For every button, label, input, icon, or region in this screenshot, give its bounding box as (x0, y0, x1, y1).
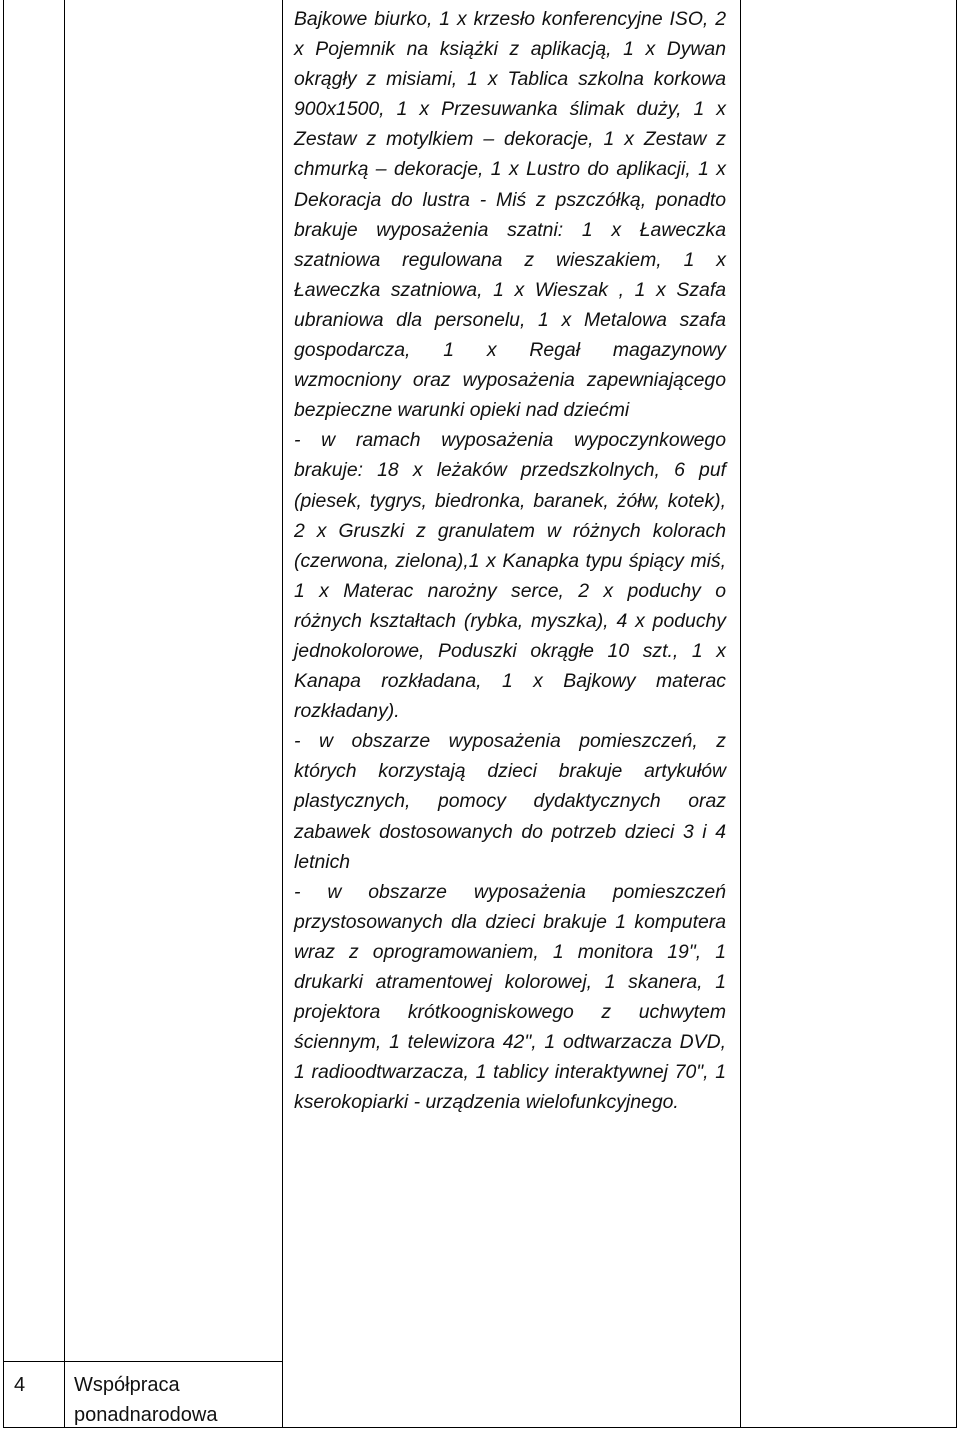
description-cell (294, 4, 726, 1117)
description-paragraph: - w obszarze wyposażenia pomieszczeń przystosowanych dla dzieci brakuje 1 komputera wraz z oprogramowaniem, 1 monitora 19", 1 drukarki atramentowej kolorowej, 1 skanera, 1 projektora krótkoogniskowego z uchwytem ściennym, 1 telewizora 42", 1 odtwarzacza DVD, 1 radioodtwarzacza, 1 tablicy interaktywnej 70", 1 kserokopiarki - urządzenia wielofunkcyjnego. (294, 880, 726, 1114)
row-separator-left (3, 1361, 283, 1362)
description-paragraph: - w obszarze wyposażenia pomieszczeń, z których korzystają dzieci brakuje artykułów plastycznych, pomocy dydaktycznych oraz zabawek dostosowanych do potrzeb dzieci 3 i 4 letnich (294, 730, 726, 873)
row-title (74, 1370, 274, 1430)
description-paragraph: - w ramach wyposażenia wypoczynkowego brakuje: 18 x leżaków przedszkolnych, 6 puf (piesek, tygrys, biedronka, baranek, żółw, kotek), 2 x Gruszki z granulatem w różnych kolorach (czerwona, zielona),1 x Kanapka typu śpiący miś, 1 x Materac narożny serce, 2 x poduchy o różnych kształtach (rybka, myszka), 4 x poduchy jednokolorowe, Poduszki okrągłe 10 szt., 1 x Kanapa rozkładana, 1 x Bajkowy materac rozkładany). (294, 429, 726, 723)
description-paragraph: Bajkowe biurko, 1 x krzesło konferencyjne ISO, 2 x Pojemnik na książki z aplikacją, 1 x Dywan okrągły z misiami, 1 x Tablica szkolna korkowa 900x1500, 1 x Przesuwanka ślimak duży, 1 x Zestaw z motylkiem – dekoracje, 1 x Zestaw z chmurką – dekoracje, 1 x Lustro do aplikacji, 1 x Dekoracja do lustra - Miś z pszczółką, ponadto brakuje wyposażenia szatni: 1 x Ławeczka szatniowa regulowana z wieszakiem, 1 x Ławeczka szatniowa, 1 x Wieszak , 1 x Szafa ubraniowa dla personelu, 1 x Metalowa szafa gospodarcza, 1 x Regał magazynowy wzmocniony oraz wyposażenia zapewniającego bezpieczne warunki opieki nad dziećmi (294, 8, 726, 422)
table-border-col2 (282, 0, 283, 1428)
table-border-col1 (64, 0, 65, 1428)
table-border-col3 (740, 0, 741, 1428)
table-border-right (956, 0, 957, 1428)
row-title-line1: Współpraca (74, 1374, 180, 1396)
table-border-left (3, 0, 4, 1428)
row-title-line2: ponadnarodowa (74, 1404, 218, 1426)
row-number: 4 (14, 1374, 26, 1396)
